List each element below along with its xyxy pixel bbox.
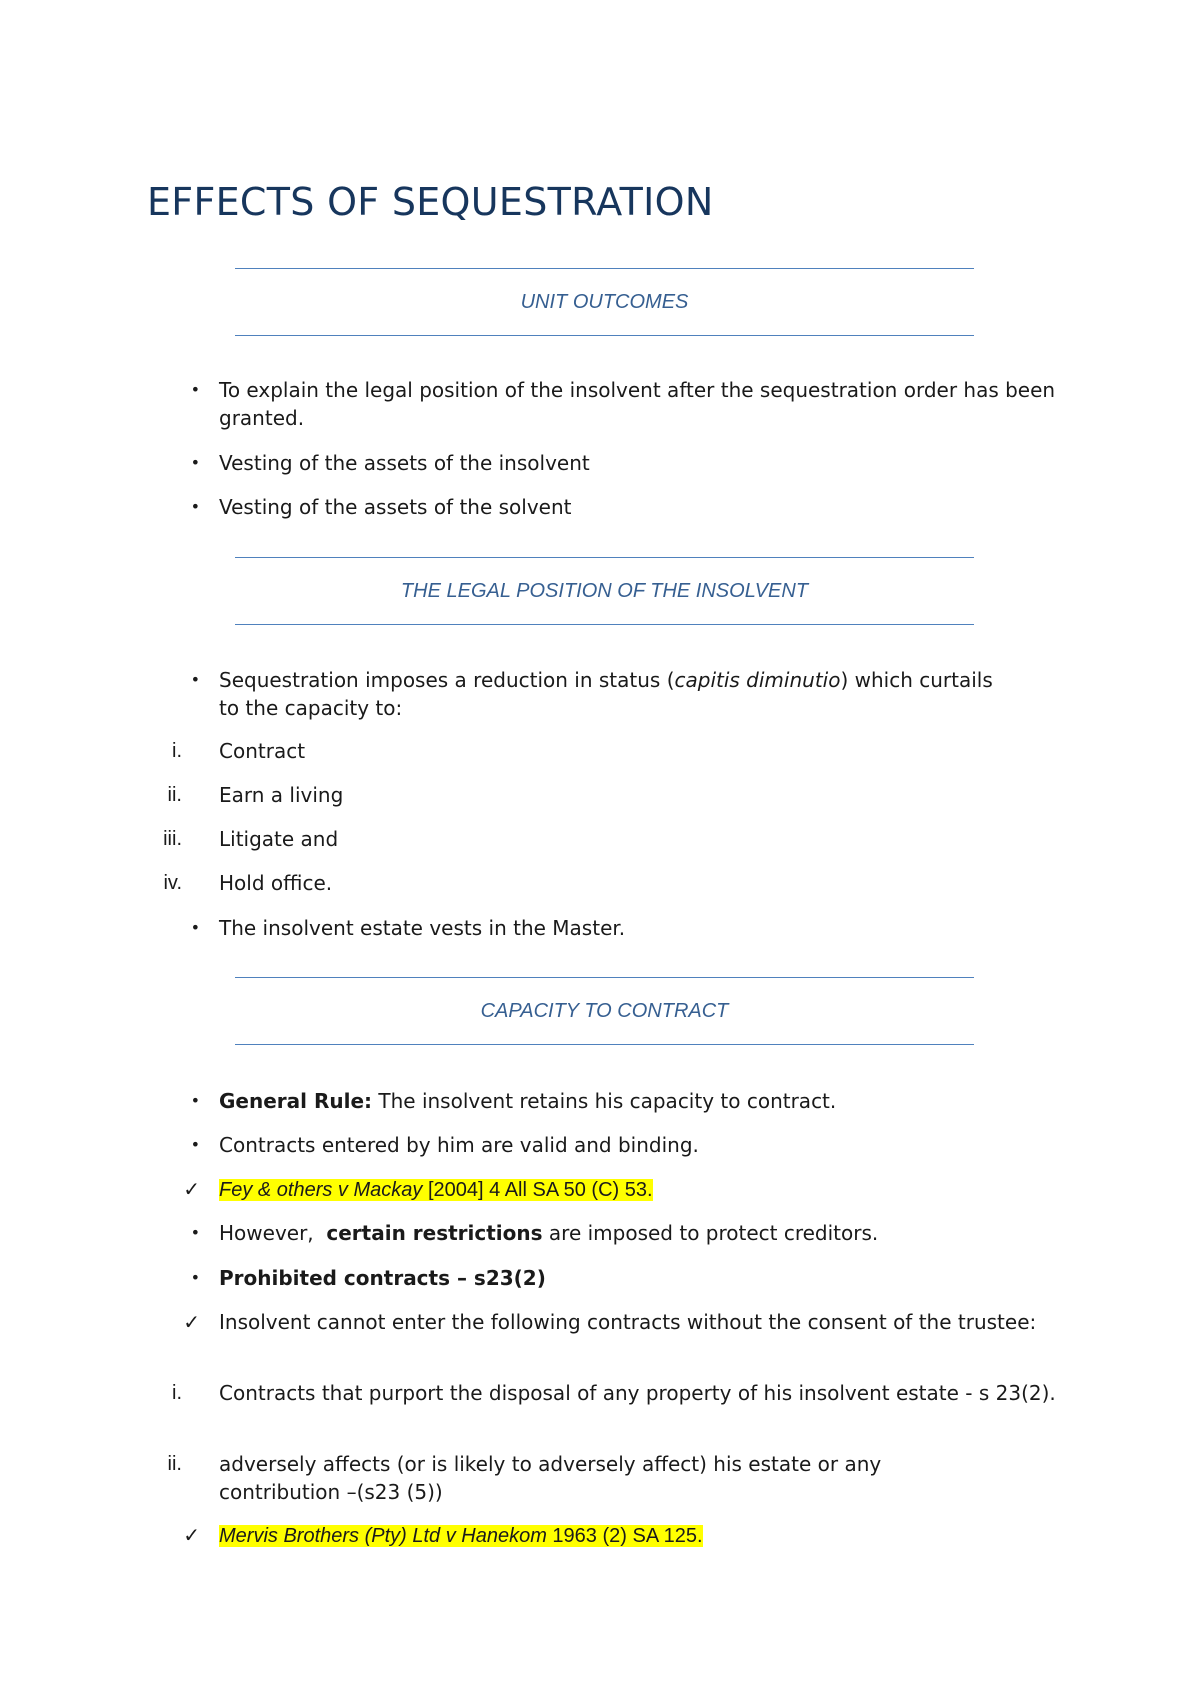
latin-term: capitis diminutio [674,668,841,692]
list-item-text: adversely affects (or is likely to adversely affect) his estate or any contribution –(s23 (5)) [219,1452,882,1504]
list-item-text: To explain the legal position of the insolvent after the sequestration order has been granted. [219,378,1056,430]
page-title: EFFECTS OF SEQUESTRATION [147,180,714,224]
roman-marker: i. [172,740,182,762]
check-icon: ✓ [183,1523,200,1547]
case-citation-text [219,1521,1069,1550]
case-cite: [2004] 4 All SA 50 (C) 53. [422,1179,653,1201]
list-item-text: Insolvent cannot enter the following contracts without the consent of the trustee: [219,1310,1037,1334]
bullet-marker: • [190,453,200,472]
list-item-text: Earn a living [219,783,344,807]
list-item-text: Litigate and [219,827,339,851]
section-header-unit-outcomes [235,268,974,336]
text-run: Sequestration imposes a reduction in status ( [219,668,675,692]
list-item-text: Contract [219,739,306,763]
prohibited-contracts-heading: Prohibited contracts – s23(2) [219,1266,546,1290]
bullet-marker: • [190,1268,200,1287]
list-item-text [219,1087,1069,1115]
emphasis: certain restrictions [326,1221,543,1245]
case-name: Mervis Brothers (Pty) Ltd v Hanekom [219,1525,547,1547]
list-item-text: Contracts that purport the disposal of any property of his insolvent estate - s 23(2). [219,1381,1056,1405]
text-run: However, [219,1221,327,1245]
section-title: THE LEGAL POSITION OF THE INSOLVENT [400,579,809,602]
roman-marker: iv. [163,872,182,894]
section-title: UNIT OUTCOMES [520,290,689,313]
list-item-text [219,1219,1069,1247]
list-item-text: Hold office. [219,871,333,895]
text-run: The insolvent retains his capacity to contract. [372,1089,837,1113]
list-item-text: Contracts entered by him are valid and binding. [219,1133,699,1157]
list-item-text: Vesting of the assets of the solvent [219,495,572,519]
list-item-text: The insolvent estate vests in the Master. [219,916,626,940]
bullet-marker: • [190,1223,200,1242]
roman-marker: ii. [167,784,182,806]
section-header-legal-position [235,557,974,625]
roman-marker: ii. [167,1453,182,1475]
list-item-text: Vesting of the assets of the insolvent [219,451,590,475]
bullet-marker: • [190,1135,200,1154]
check-icon: ✓ [183,1310,200,1334]
bullet-marker: • [190,380,200,399]
text-run: are imposed to protect creditors. [542,1221,879,1245]
list-item-text [219,666,1019,722]
roman-marker: i. [172,1382,182,1404]
case-cite: 1963 (2) SA 125. [546,1525,703,1547]
general-rule-label: General Rule: [219,1089,373,1113]
text-run: ) which curtails to the capacity to: [219,668,993,720]
bullet-marker: • [190,918,200,937]
section-title: CAPACITY TO CONTRACT [480,999,729,1022]
section-header-capacity [235,977,974,1045]
bullet-marker: • [190,1091,200,1110]
bullet-marker: • [190,670,200,689]
case-citation-text [219,1175,1069,1204]
bullet-marker: • [190,497,200,516]
roman-marker: iii. [163,828,182,850]
check-icon: ✓ [183,1177,200,1201]
case-name: Fey & others v Mackay [219,1179,423,1201]
